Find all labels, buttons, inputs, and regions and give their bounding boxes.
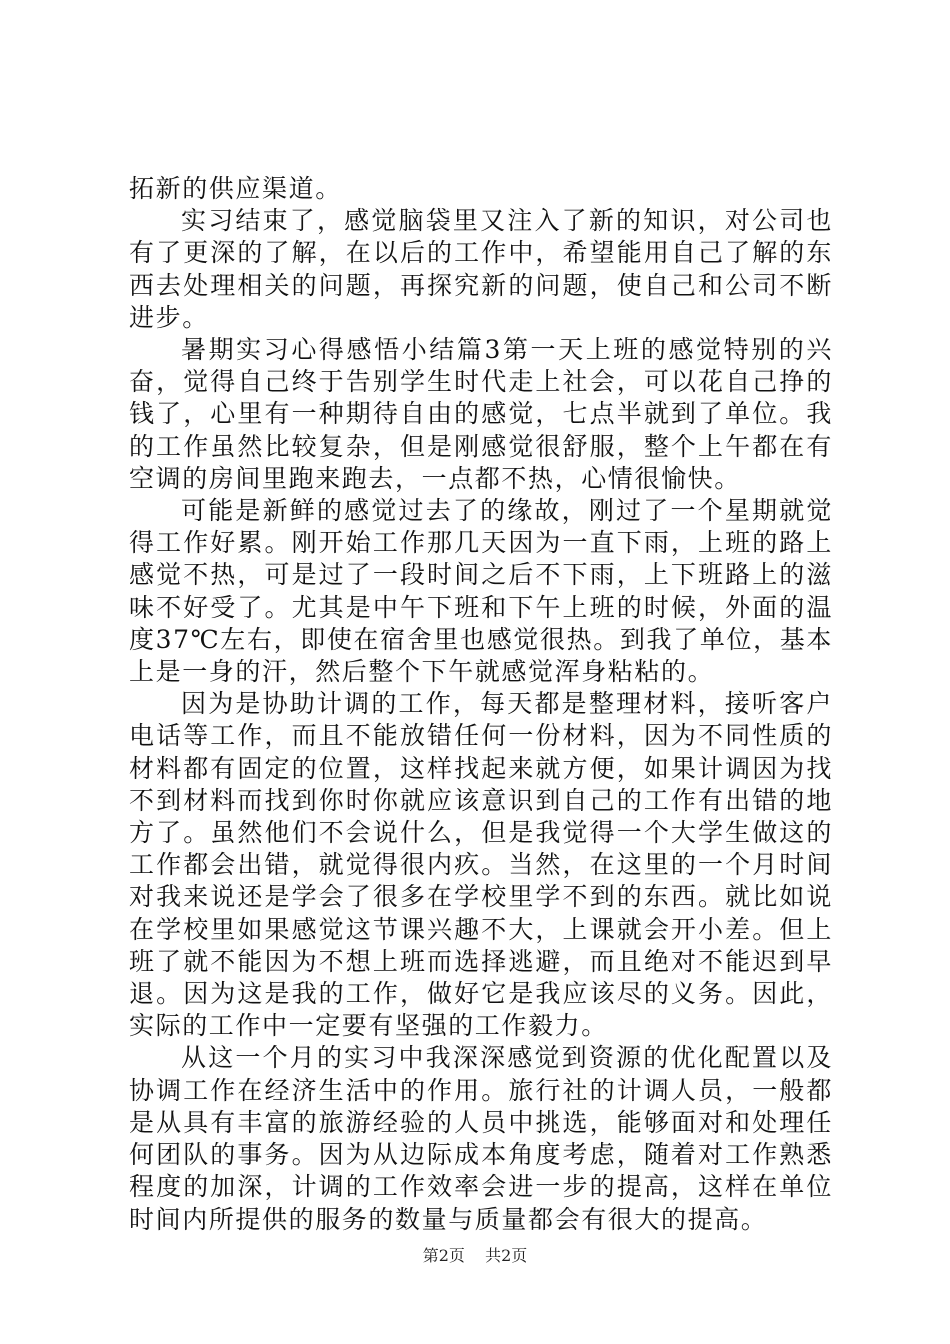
paragraph-5: 因为是协助计调的工作，每天都是整理材料，接听客户电话等工作，而且不能放错任何一份材料，因为不同性质的材料都有固定的位置，这样找起来就方便，如果计调因为找不到材料而找到你时你就应该意识到自己的工作有出错的地方了。虽然他们不会说什么，但是我觉得一个大学生做这的工作都会出错，就觉得很内疚。当然，在这里的一个月时间对我来说还是学会了很多在学校里学不到的东西。就比如说在学校里如果感觉这节课兴趣不大，上课就会开小差。但上班了就不能因为不想上班而选择逃避，而且绝对不能迟到早退。因为这是我的工作，做好它是我应该尽的义务。因此，实际的工作中一定要有坚强的工作毅力。 <box>129 689 833 1041</box>
paragraph-2: 实习结束了，感觉脑袋里又注入了新的知识，对公司也有了更深的了解，在以后的工作中，希望能用自己了解的东西去处理相关的问题，再探究新的问题，使自己和公司不断进步。 <box>129 206 833 332</box>
document-body <box>129 173 833 1236</box>
page-footer <box>0 1245 950 1267</box>
paragraph-1: 拓新的供应渠道。 <box>129 174 342 203</box>
paragraph-6: 从这一个月的实习中我深深感觉到资源的优化配置以及协调工作在经济生活中的作用。旅行社的计调人员，一般都是从具有丰富的旅游经验的人员中挑选，能够面对和处理任何团队的事务。因为从边际成本角度考虑，随着对工作熟悉程度的加深，计调的工作效率会进一步的提高，这样在单位时间内所提供的服务的数量与质量都会有很大的提高。 <box>129 1043 833 1234</box>
paragraph-3: 暑期实习心得感悟小结篇3第一天上班的感觉特别的兴奋，觉得自己终于告别学生时代走上社会，可以花自己挣的钱了，心里有一种期待自由的感觉，七点半就到了单位。我的工作虽然比较复杂，但是刚感觉很舒服，整个上午都在有空调的房间里跑来跑去，一点都不热，心情很愉快。 <box>129 335 833 493</box>
page-total: 共2页 <box>485 1246 528 1265</box>
page-number: 第2页 <box>422 1246 465 1265</box>
paragraph-4: 可能是新鲜的感觉过去了的缘故，刚过了一个星期就觉得工作好累。刚开始工作那几天因为一直下雨，上班的路上感觉不热，可是过了一段时间之后不下雨，上下班路上的滋味不好受了。尤其是中午下班和下午上班的时候，外面的温度37℃左右，即使在宿舍里也感觉很热。到我了单位，基本上是一身的汗，然后整个下午就感觉浑身粘粘的。 <box>129 496 833 687</box>
